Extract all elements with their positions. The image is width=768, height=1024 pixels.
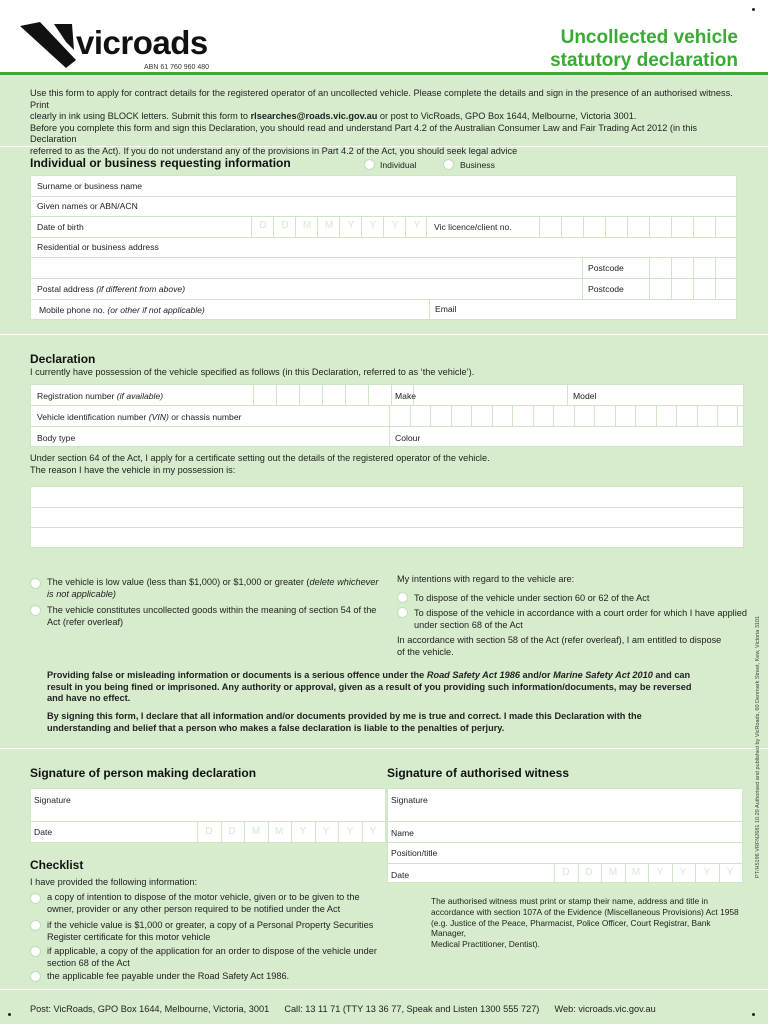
date-hint: D [585,867,593,878]
vin-cell [389,406,410,426]
vin-cell [512,406,533,426]
dob-label: Date of birth [37,222,84,232]
vin-cell [533,406,554,426]
witness-signature-box [387,788,743,883]
email-label: Email [435,304,457,314]
date-hint: M [251,826,261,837]
body-type-input[interactable] [91,427,385,446]
divider [0,334,768,335]
page-title-line-1: Uncollected vehicle [560,27,738,48]
uncollected-goods-radio[interactable] [30,605,41,616]
date-hint: Y [299,826,307,837]
uncollected-goods-text [47,605,387,628]
colour-input[interactable] [431,427,739,446]
label-span: (VIN) [148,412,169,422]
text-line: section 68 of the Act [47,957,130,968]
business-radio[interactable] [443,159,454,170]
text-line [47,577,387,589]
rego-cell [368,385,391,405]
requester-fields [30,175,737,320]
checklist-item-1-checkbox[interactable] [30,893,41,904]
text-line: accordance with section 107A of the Evidence (Miscellaneous Provisions) Act 1958 [431,906,739,917]
witness-position-input[interactable] [458,843,738,862]
declarant-signature-box [30,788,386,843]
submit-email-link[interactable]: rlsearches@roads.vic.gov.au [250,111,378,122]
date-hint: Y [726,867,734,878]
licence-cell [649,217,671,237]
text-span: Marine Safety Act 2010 [553,670,653,680]
postcode-cell [649,258,671,278]
date-hint: D [205,826,213,837]
declarant-signature-field[interactable] [81,790,381,820]
text-line: of the vehicle. [397,646,454,657]
vin-cell [471,406,492,426]
text-line: (e.g. Justice of the Peace, Pharmacist, Police Officer, Court Registrar, Bank Manager, [431,917,711,939]
intent-court-order-radio[interactable] [397,607,408,618]
licence-label: Vic licence/client no. [434,222,512,232]
column-line [389,426,390,447]
text-line: The vehicle constitutes uncollected goods within the meaning of section 54 of the [47,605,377,615]
vin-cell [615,406,636,426]
checklist-item-3-checkbox[interactable] [30,946,41,957]
date-hint: M [608,867,618,878]
label-span: Registration number [37,391,117,401]
declarant-date-label: Date [34,827,53,837]
vin-input[interactable] [389,406,738,426]
text-line: under section 68 of the Act [414,619,523,630]
text-line: understanding and belief that a person who makes a false declaration is liable to the penalties of perjury. [47,722,505,733]
model-label: Model [573,391,597,401]
surname-label: Surname or business name [37,181,143,191]
dob-hint: Y [369,220,377,231]
date-hint: Y [346,826,354,837]
intro-span: clearly in ink using BLOCK letters. Submit this form to [30,111,251,122]
rego-cell [345,385,368,405]
witness-signature-label: Signature [391,795,428,805]
row-line [31,527,743,528]
postcode-cell [649,279,671,299]
vin-cell [492,406,513,426]
rego-cell [322,385,345,405]
form-body [0,75,768,1024]
text-line: if applicable, a copy of the application for an order to dispose of the vehicle under [47,946,377,956]
text-span: The vehicle is low value (less than $1,000) or $1,000 or greater ( [47,577,310,587]
mobile-input[interactable] [211,300,426,319]
print-mark [752,8,755,11]
vin-cell [717,406,738,426]
text-span: Providing false or misleading information or documents is a serious offence under the [47,670,427,680]
surname-input[interactable] [181,177,731,195]
checklist-intro: I have provided the following information: [30,877,198,887]
postcode-cell [671,279,693,299]
vin-cell [410,406,431,426]
entitled-text [397,635,721,658]
vin-cell [697,406,718,426]
postcode-cell [693,279,715,299]
print-mark [752,1013,755,1016]
postcode-cell [671,258,693,278]
licence-cell [693,217,715,237]
rego-input[interactable] [253,385,417,405]
date-hint: M [274,826,284,837]
date-hint: D [562,867,570,878]
licence-cell [627,217,649,237]
witness-position-label: Position/title [391,848,438,858]
label-span: (if available) [116,391,164,401]
text-line: owner, provider or any other person required to be notified under the Act [47,903,341,914]
text-line: if the vehicle value is $1,000 or greater, a copy of a Personal Property Securities [47,920,374,930]
body-type-label: Body type [37,433,76,443]
intent-section-60-text: To dispose of the vehicle under section 60 or 62 of the Act [414,593,650,603]
declarant-signature-label: Signature [34,795,71,805]
postcode-cell [715,279,737,299]
dob-hint: M [324,220,334,231]
offence-warning [47,670,737,705]
intent-court-order-text [414,608,749,631]
text-line: Medical Practitioner, Dentist). [431,939,540,950]
column-line [582,258,583,299]
print-mark [8,1013,11,1016]
checklist-item-1-text [47,892,387,915]
postcode-input[interactable] [649,258,737,278]
text-line: By signing this form, I declare that all information and/or documents provided by me is true and correct. I made this Declaration with the [47,711,642,721]
text-span: and/or [519,670,554,680]
licence-cell [539,217,561,237]
footer [30,1004,656,1016]
intro-line: Use this form to apply for contract details for the registered operator of an uncollected vehicle. Please complete the details and sign in the presence of an authorised witness. Print [30,88,733,110]
vin-cell [656,406,677,426]
dob-hint: Y [391,220,399,231]
text-line: Under section 64 of the Act, I apply for a certificate setting out the details of the registered operator of the vehicle. [30,453,490,463]
date-hint: Y [679,867,687,878]
vin-cell [676,406,697,426]
text-line: and have no effect. [47,693,131,704]
divider [0,146,768,147]
rego-cell [253,385,276,405]
print-reference-text: PT/H5196 VRFN2681 10.20 Authorised and published by VicRoads, 60 Denmark Street, Kew, Victoria 3101 [755,615,761,879]
vin-label [37,412,241,422]
mobile-label [39,305,205,315]
postal-address-input[interactable] [191,279,579,298]
rego-label [37,391,163,401]
text-span: is not applicable) [47,588,116,599]
witness-signature-field[interactable] [438,790,738,820]
intro-line: referred to as the Act). If you do not understand any of the provisions in Part 4.2 of the Act, you should seek legal advice [30,145,518,156]
section-64-text [30,453,490,476]
text-span: Road Safety Act 1986 [426,670,520,680]
witness-name-label: Name [391,828,414,838]
text-line [47,670,737,682]
intro-span: or post to VicRoads, GPO Box 1644, Melbourne, Victoria 3001. [377,111,637,122]
text-line: Act (refer overleaf) [47,616,124,627]
text-line: The reason I have the vehicle in my possession is: [30,464,236,475]
postcode-cell [693,258,715,278]
perjury-declaration [47,711,737,734]
abn-number: ABN 61 760 960 480 [144,64,209,71]
vin-cell [430,406,451,426]
intro-line: Before you complete this form and sign this Declaration, you should read and understand Part 4.2 of the Australian Consumer Law and Fair Trading Act 2012 (in this Declaration [30,122,697,145]
text-line: To dispose of the vehicle in accordance with a court order for which I have applied [414,608,747,618]
rego-cell [299,385,322,405]
dob-hint: D [259,220,267,231]
page-title-line-2: statutory declaration [550,50,738,71]
row-line [31,507,743,508]
postal-postcode-label: Postcode [588,284,624,294]
email-input[interactable] [471,300,731,319]
vehicle-fields [30,384,744,447]
text-line: The authorised witness must print or stamp their name, address and title in [431,896,708,906]
footer-web-link[interactable]: Web: vicroads.vic.gov.au [554,1004,656,1014]
witness-note [431,896,746,950]
print-reference [752,520,764,980]
label-span: (or other if not applicable) [107,305,205,315]
dob-hint: M [302,220,312,231]
postal-postcode-input[interactable] [649,279,737,299]
label-span: Postal address [37,284,97,294]
vin-cell [574,406,595,426]
make-label: Make [395,391,417,401]
postcode-cell [715,258,737,278]
checklist-item-3-text [47,946,387,969]
given-names-label: Given names or ABN/ACN [37,201,138,211]
date-hint: Y [322,826,330,837]
postcode-label: Postcode [588,263,624,273]
witness-name-input[interactable] [428,822,738,841]
declaration-intro: I currently have possession of the vehicle specified as follows (in this Declaration, referred to as ‘the vehicle’). [30,367,475,377]
date-hint: Y [656,867,664,878]
requester-section-title: Individual or business requesting information [30,156,291,170]
dob-hint: Y [413,220,421,231]
licence-cell [583,217,605,237]
text-span: and can [652,670,691,680]
colour-label: Colour [395,433,421,443]
divider [0,748,768,749]
checklist-title: Checklist [30,858,84,872]
text-line [47,589,387,601]
intro-text [30,88,745,158]
logo-wordmark: vicroads [76,24,208,61]
text-span: delete whichever [309,577,379,587]
declarant-signature-title: Signature of person making declaration [30,766,257,780]
label-span: Vehicle identification number [37,412,149,422]
text-line: Register certificate for this motor vehicle [47,931,211,942]
date-hint: Y [703,867,711,878]
declaration-section-title: Declaration [30,352,96,366]
reason-textarea[interactable] [30,486,744,548]
individual-radio[interactable] [364,159,375,170]
column-line [429,299,430,319]
licence-cell [715,217,737,237]
checklist-item-2-checkbox[interactable] [30,920,41,931]
date-hint: D [228,826,236,837]
address-label: Residential or business address [37,242,159,252]
date-hint: Y [369,826,377,837]
label-span: Mobile phone no. [39,305,108,315]
text-line: In accordance with section 58 of the Act (refer overleaf), I am entitled to dispose [397,635,722,645]
make-input[interactable] [423,386,563,404]
column-line [567,385,568,405]
divider [0,989,768,990]
checklist-item-2-text [47,920,387,943]
text-line: result in you being fined or imprisoned. Any authority or approval, given as a result of you providing such information/documents, may be reversed [47,681,692,692]
licence-cell [671,217,693,237]
label-span: (if different from above) [96,284,186,294]
text-line: a copy of intention to dispose of the motor vehicle, given or to be given to the [47,892,360,902]
licence-input[interactable] [539,217,737,237]
witness-signature-title: Signature of authorised witness [387,766,570,780]
individual-label: Individual [380,160,417,170]
header [0,0,768,72]
intent-section-60-radio[interactable] [397,592,408,603]
given-names-input[interactable] [181,197,731,215]
date-hint: M [631,867,641,878]
dob-hint: Y [347,220,355,231]
licence-cell [605,217,627,237]
vin-cell [451,406,472,426]
licence-cell [561,217,583,237]
rego-cell [276,385,299,405]
model-input[interactable] [603,386,739,404]
footer-post: Post: VicRoads, GPO Box 1644, Melbourne, Victoria, 3001 [30,1004,270,1014]
low-value-radio[interactable] [30,578,41,589]
postal-address-label [37,284,185,294]
low-value-text [47,577,387,600]
dob-hint: D [281,220,289,231]
checklist-item-4-text: the applicable fee payable under the Road Safety Act 1986. [47,971,290,981]
vin-cell [635,406,656,426]
business-label: Business [460,160,495,170]
vin-cell [553,406,574,426]
footer-call: Call: 13 11 71 (TTY 13 36 77, Speak and Listen 1300 555 727) [284,1004,540,1014]
intentions-heading: My intentions with regard to the vehicle are: [397,574,575,584]
checklist-item-4-checkbox[interactable] [30,971,41,982]
label-span: or chassis number [168,412,242,422]
vin-cell [594,406,615,426]
witness-date-label: Date [391,870,410,880]
page-title [550,26,738,72]
intro-line [30,111,745,123]
